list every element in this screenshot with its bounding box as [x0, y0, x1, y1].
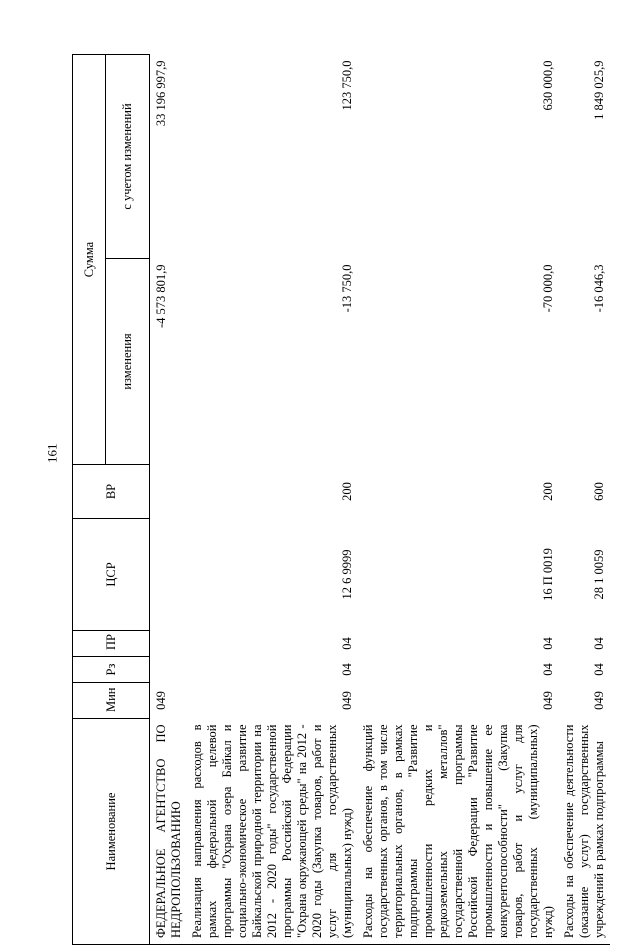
- row-change: -13 750,0: [340, 264, 354, 313]
- row-min: 049: [541, 691, 555, 710]
- page-number: 161: [44, 443, 60, 463]
- header-min: Мин: [73, 683, 150, 719]
- header-with-changes: с учетом изменений: [106, 55, 150, 259]
- row-total: 33 196 997,9: [154, 60, 168, 127]
- row-name: Расходы на обеспечение функций государственных органов, в том числе территориальных органов, в рамках подпрограммы "Развитие промышленности редких и редкоземельных металлов" государственной программы Российской Федерации "Развитие промышленности и повышение ее конкурентоспособности" (Закупка товаров, работ и услуг для государственных (муниципальных) нужд): [358, 719, 559, 945]
- header-vr: ВР: [73, 465, 150, 519]
- row-min: 049: [154, 691, 168, 710]
- budget-table: [72, 54, 610, 945]
- row-csr: [150, 519, 188, 631]
- row-total: 123 750,0: [340, 60, 354, 111]
- table-row: [358, 55, 559, 945]
- row-change: -16 046,3: [592, 264, 606, 313]
- row-total: 630 000,0: [541, 60, 555, 111]
- row-min: 049: [340, 691, 354, 710]
- row-csr: 12 6 9999: [340, 549, 354, 600]
- table-row: [559, 55, 610, 945]
- row-name: Расходы на обеспечение деятельности (оказание услуг) государственных учреждений в рамках подпрограммы: [559, 719, 610, 945]
- header-changes: изменения: [106, 259, 150, 465]
- row-name: ФЕДЕРАЛЬНОЕ АГЕНТСТВО ПО НЕДРОПОЛЬЗОВАНИЮ: [150, 719, 188, 945]
- row-rz: 04: [592, 663, 606, 676]
- row-rz: 04: [541, 663, 555, 676]
- row-vr: 200: [340, 482, 354, 501]
- budget-table-container: [72, 55, 606, 945]
- header-name: Наименование: [73, 719, 150, 945]
- table-row: [187, 55, 358, 945]
- row-vr: 600: [592, 482, 606, 501]
- row-pr: 04: [340, 637, 354, 650]
- table-row: [150, 55, 188, 945]
- row-pr: [150, 631, 188, 657]
- row-pr: 04: [592, 637, 606, 650]
- header-pr: ПР: [73, 631, 150, 657]
- row-pr: 04: [541, 637, 555, 650]
- header-summa: Сумма: [73, 55, 106, 465]
- row-rz: 04: [340, 663, 354, 676]
- header-rz: Рз: [73, 657, 150, 683]
- row-change: -4 573 801,9: [154, 264, 168, 329]
- row-csr: 16 П 0019: [541, 548, 555, 601]
- row-min: 049: [592, 691, 606, 710]
- row-vr: [150, 465, 188, 519]
- table-header-row: [73, 55, 106, 945]
- row-change: -70 000,0: [541, 264, 555, 313]
- row-name: Реализация направления расходов в рамках федеральной целевой программы "Охрана озера Байкал и социально-экономическое развитие Байкальской природной территории на 2012 - 2020 годы" государственной программы Российской Федерации "Охрана окружающей среды" на 2012 - 2020 годы (Закупка товаров, работ и услуг для государственных (муниципальных) нужд): [187, 719, 358, 945]
- row-csr: 28 1 0059: [592, 549, 606, 600]
- header-csr: ЦСР: [73, 519, 150, 631]
- row-rz: [150, 657, 188, 683]
- row-vr: 200: [541, 482, 555, 501]
- row-total: 1 849 025,9: [592, 60, 606, 120]
